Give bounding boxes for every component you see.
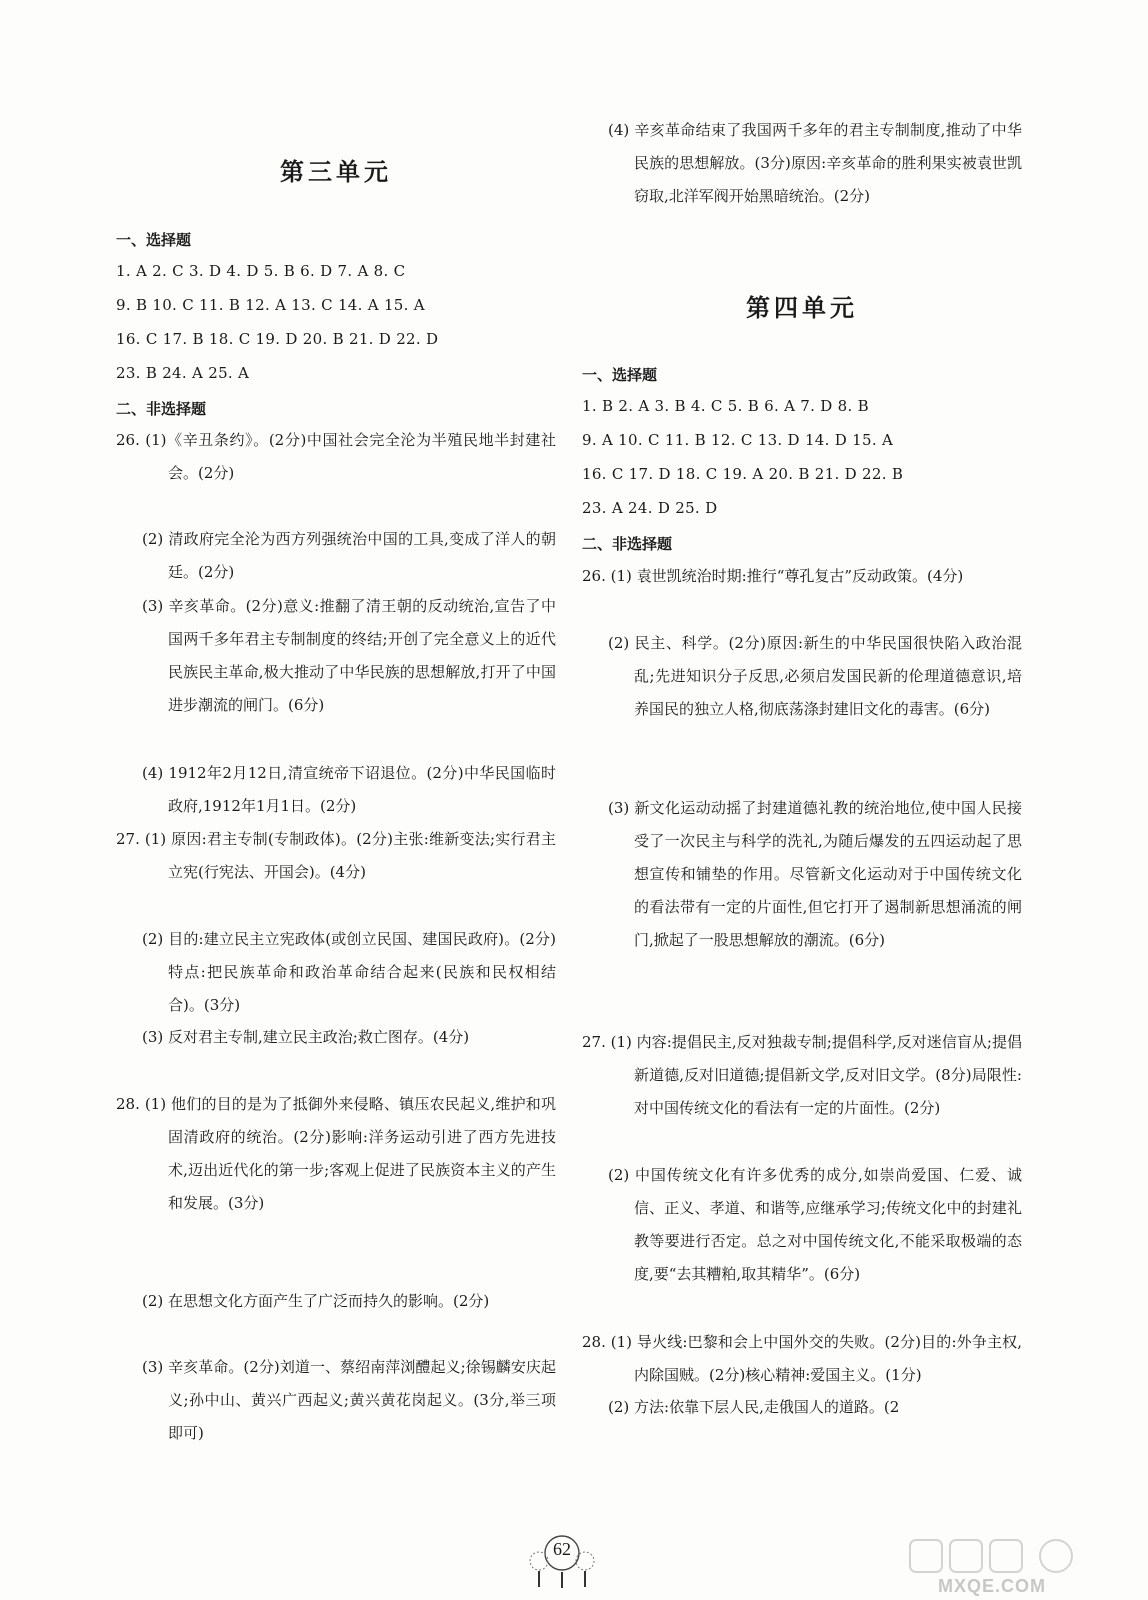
unit3-q27-3: (3) 反对君主专制,建立民主政治;救亡图存。(4分) xyxy=(142,1028,470,1046)
unit3-q27-1: 27. (1) 原因:君主专制(专制政体)。(2分)主张:维新变法;实行君主立宪(行宪法、开国会)。(4分) xyxy=(116,830,556,881)
unit3-section-choice: 一、选择题 xyxy=(116,231,192,249)
unit4-mc-row: 9. A 10. C 11. B 12. C 13. D 14. D 15. A xyxy=(582,431,894,449)
watermark-logo xyxy=(900,1538,1140,1596)
unit3-q27-2: (2) 目的:建立民主立宪政体(或创立民国、建国民政府)。(2分)特点:把民族革命和政治革命结合起来(民族和民权相结合)。(3分) xyxy=(142,930,556,1014)
unit4-mc-row: 23. A 24. D 25. D xyxy=(582,499,718,517)
unit4-q27-1: 27. (1) 内容:提倡民主,反对独裁专制;提倡科学,反对迷信盲从;提倡新道德,反对旧道德;提倡新文学,反对旧文学。(8分)局限性:对中国传统文化的看法有一定的片面性。(2分) xyxy=(582,1033,1022,1117)
unit4-q28-2: (2) 方法:依靠下层人民,走俄国人的道路。(2 xyxy=(608,1398,900,1416)
unit4-mc-row: 1. B 2. A 3. B 4. C 5. B 6. A 7. D 8. B xyxy=(582,397,869,415)
unit3-q28-4: (4) 辛亥革命结束了我国两千多年的君主专制制度,推动了中华民族的思想解放。(3分)原因:辛亥革命的胜利果实被袁世凯窃取,北洋军阀开始黑暗统治。(2分) xyxy=(608,121,1022,205)
unit4-q26-2: (2) 民主、科学。(2分)原因:新生的中华民国很快陷入政治混乱;先进知识分子反思,必须启发国民新的伦理道德意识,培养国民的独立人格,彻底荡涤封建旧文化的毒害。(6分) xyxy=(608,634,1022,718)
unit3-mc-row: 16. C 17. B 18. C 19. D 20. B 21. D 22. D xyxy=(116,330,439,348)
unit3-q28-3: (3) 辛亥革命。(2分)刘道一、蔡绍南萍浏醴起义;徐锡麟安庆起义;孙中山、黄兴广西起义;黄兴黄花岗起义。(3分,举三项即可) xyxy=(142,1358,556,1442)
page-footer xyxy=(512,1535,612,1590)
unit4-title: 第四单元 xyxy=(746,293,858,322)
unit3-q26-3: (3) 辛亥革命。(2分)意义:推翻了清王朝的反动统治,宣告了中国两千多年君主专制制度的终结;开创了完全意义上的近代民族民主革命,极大推动了中华民族的思想解放,打开了中国进步潮流的闸门。(6分) xyxy=(142,597,556,714)
page-number: 62 xyxy=(553,1539,571,1559)
watermark-text: MXQE.COM xyxy=(938,1576,1047,1596)
unit4-q26-3: (3) 新文化运动动摇了封建道德礼教的统治地位,使中国人民接受了一次民主与科学的洗礼,为随后爆发的五四运动起了思想宣传和铺垫的作用。尽管新文化运动对于中国传统文化的看法带有一定的片面性,但它打开了遏制新思想涌流的闸门,掀起了一股思想解放的潮流。(6分) xyxy=(608,799,1022,949)
unit4-section-choice: 一、选择题 xyxy=(582,366,658,384)
unit3-q28-1: 28. (1) 他们的目的是为了抵御外来侵略、镇压农民起义,维护和巩固清政府的统治。(2分)影响:洋务运动引进了西方先进技术,迈出近代化的第一步;客观上促进了民族资本主义的产生和发展。(3分) xyxy=(116,1095,556,1212)
unit4-q26-1: 26. (1) 袁世凯统治时期:推行“尊孔复古”反动政策。(4分) xyxy=(582,567,964,585)
unit3-q26-2: (2) 清政府完全沦为西方列强统治中国的工具,变成了洋人的朝廷。(2分) xyxy=(142,530,556,581)
unit3-q28-2: (2) 在思想文化方面产生了广泛而持久的影响。(2分) xyxy=(142,1292,490,1310)
unit3-mc-row: 1. A 2. C 3. D 4. D 5. B 6. D 7. A 8. C xyxy=(116,262,406,280)
unit3-section-essay: 二、非选择题 xyxy=(116,400,207,418)
unit4-q27-2: (2) 中国传统文化有许多优秀的成分,如崇尚爱国、仁爱、诚信、正义、孝道、和谐等,应继承学习;传统文化中的封建礼教等要进行否定。总之对中国传统文化,不能采取极端的态度,要“去其糟粕,取其精华”。(6分) xyxy=(608,1166,1022,1283)
unit3-title: 第三单元 xyxy=(280,157,392,186)
unit4-section-essay: 二、非选择题 xyxy=(582,535,673,553)
unit3-q26-4: (4) 1912年2月12日,清宣统帝下诏退位。(2分)中华民国临时政府,1912年1月1日。(2分) xyxy=(142,764,556,815)
unit4-q28-1: 28. (1) 导火线:巴黎和会上中国外交的失败。(2分)目的:外争主权,内除国贼。(2分)核心精神:爱国主义。(1分) xyxy=(582,1333,1022,1384)
unit4-mc-row: 16. C 17. D 18. C 19. A 20. B 21. D 22. B xyxy=(582,465,904,483)
unit3-mc-row: 23. B 24. A 25. A xyxy=(116,364,250,382)
unit3-mc-row: 9. B 10. C 11. B 12. A 13. C 14. A 15. A xyxy=(116,296,425,314)
unit3-q26-1: 26. (1)《辛丑条约》。(2分)中国社会完全沦为半殖民地半封建社会。(2分) xyxy=(116,431,556,482)
